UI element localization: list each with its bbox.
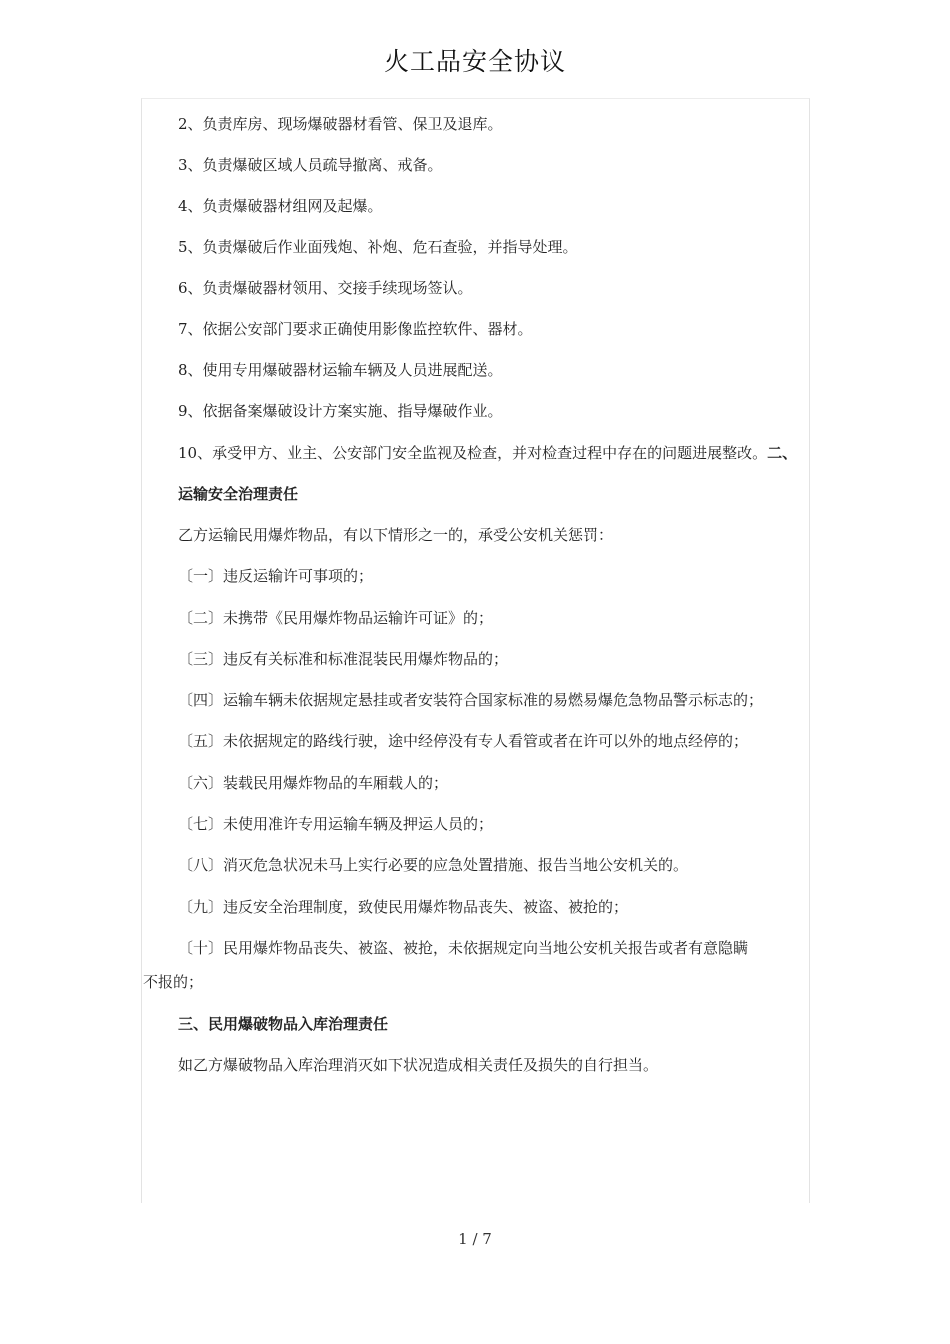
penalty-item-10-continued: 不报的； xyxy=(143,973,204,991)
duty-item-4: 4、负责爆破器材组网及起爆。 xyxy=(178,197,383,215)
penalty-item-8: 〔八〕消灭危急状况未马上实行必要的应急处置措施、报告当地公安机关的。 xyxy=(178,856,689,874)
duty-item-8: 8、使用专用爆破器材运输车辆及人员进展配送。 xyxy=(178,361,503,379)
section-3-intro: 如乙方爆破物品入库治理消灭如下状况造成相关责任及损失的自行担当。 xyxy=(178,1056,659,1074)
duty-item-6: 6、负责爆破器材领用、交接手续现场签认。 xyxy=(178,279,473,297)
duty-item-2: 2、负责库房、现场爆破器材看管、保卫及退库。 xyxy=(178,115,503,133)
page-number: 1 / 7 xyxy=(458,1230,492,1248)
duty-item-10-text: 10、承受甲方、业主、公安部门安全监视及检查，并对检查过程中存在的问题进展整改。 xyxy=(178,444,768,462)
duty-item-3: 3、负责爆破区域人员疏导撤离、戒备。 xyxy=(178,156,443,174)
section-2-intro: 乙方运输民用爆炸物品，有以下情形之一的，承受公安机关惩罚： xyxy=(178,526,614,544)
duty-item-5: 5、负责爆破后作业面残炮、补炮、危石查验，并指导处理。 xyxy=(178,238,578,256)
duty-item-9: 9、依据备案爆破设计方案实施、指导爆破作业。 xyxy=(178,402,503,420)
penalty-item-6: 〔六〕装载民用爆炸物品的车厢载人的； xyxy=(178,774,449,792)
penalty-item-10: 〔十〕民用爆炸物品丧失、被盗、被抢，未依据规定向当地公安机关报告或者有意隐瞒 xyxy=(178,939,749,957)
penalty-item-3: 〔三〕违反有关标准和标准混装民用爆炸物品的； xyxy=(178,650,509,668)
penalty-item-7: 〔七〕未使用准许专用运输车辆及押运人员的； xyxy=(178,815,494,833)
penalty-item-2: 〔二〕未携带《民用爆炸物品运输许可证》的； xyxy=(178,609,494,627)
penalty-item-5: 〔五〕未依据规定的路线行驶，途中经停没有专人看管或者在许可以外的地点经停的； xyxy=(178,732,749,750)
section-2-number: 二、 xyxy=(767,444,798,462)
section-3-heading: 三、民用爆破物品入库治理责任 xyxy=(178,1015,389,1033)
duty-item-7: 7、依据公安部门要求正确使用影像监控软件、器材。 xyxy=(178,320,533,338)
penalty-item-4: 〔四〕运输车辆未依据规定悬挂或者安装符合国家标准的易燃易爆危急物品警示标志的； xyxy=(178,691,764,709)
penalty-item-9: 〔九〕违反安全治理制度，致使民用爆炸物品丧失、被盗、被抢的； xyxy=(178,898,629,916)
duty-item-10 xyxy=(178,443,797,463)
document-title: 火工品安全协议 xyxy=(383,47,566,76)
section-2-heading: 运输安全治理责任 xyxy=(178,485,299,503)
penalty-item-1: 〔一〕违反运输许可事项的； xyxy=(178,567,374,585)
